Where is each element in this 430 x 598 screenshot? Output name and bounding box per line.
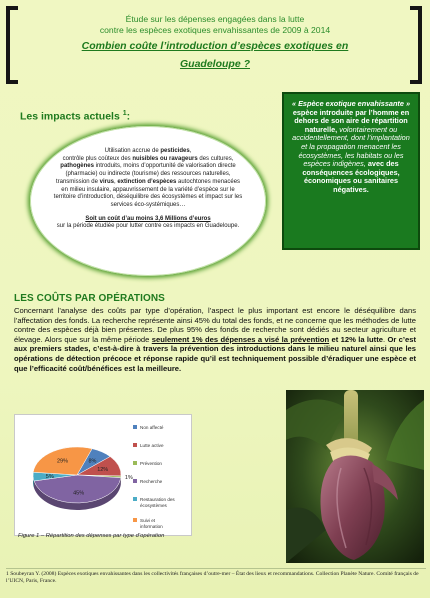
legend-swatch-recherche — [133, 479, 137, 483]
legend-label-restauration-des-ecosystemes-2: écosystèmes — [140, 503, 167, 508]
pie-data-label-non-affecte: 8% — [88, 458, 97, 465]
subtitle-line-2: contre les espèces exotiques envahissantes de 2009 à 2014 — [99, 24, 331, 35]
legend-label-non-affecte: Non affecté — [140, 425, 164, 430]
legend-swatch-lutte-active — [133, 443, 137, 447]
legend-swatch-prevention — [133, 461, 137, 465]
page-title-line-2: Guadeloupe ? — [179, 58, 250, 70]
banana-flower-photo — [286, 390, 424, 563]
definition-text: espèce introduite par l’homme en dehors de son aire de répartition naturelle, volontairement ou accidentellement, dont l’implantation et la propagation menacent les écosystèmes, les habitats ou les espèces indigènes, avec des conséquences écologiques, économiques ou sanitaires négatives. — [292, 107, 410, 194]
legend-swatch-non-affecte — [133, 425, 137, 429]
impacts-cost-block — [52, 216, 244, 231]
page-header — [24, 14, 406, 71]
legend-label-suivi-et-information: Suivi et — [140, 518, 156, 523]
definition-term: « Espèce exotique envahissante » — [291, 99, 411, 108]
figure-caption: Figure 1 – Répartition des dépenses par type d’opération — [18, 533, 165, 539]
footnote: 1 Soubeyran Y. (2008) Espèces exotiques envahissantes dans les collectivités françaises d’outre-mer – État des lieux et recommandations. Collection Planète Nature. Comité français de l’UICN, Paris, France. — [6, 571, 419, 584]
impacts-cost-underlined: Soit un coût d’au moins 3,6 Millions d’euros — [85, 215, 211, 222]
impacts-heading — [20, 110, 130, 123]
page-title-line-1: Combien coûte l’introduction d’espèces exotiques en — [81, 40, 349, 52]
legend-swatch-suivi-et-information — [133, 518, 137, 522]
banana-flower-image — [286, 390, 424, 563]
costs-paragraph: Concernant l’analyse des coûts par type d’opération, l’aspect le plus important est encore le déséquilibre dans l’affectation des fonds. La recherche représente ainsi 45% du total des fonds, et ne concerne que les méthodes de lutte contre des espèces déjà bien présentes. De plus 95% des fonds de recherche sont dédiés au secteur agriculture et élevage. Alors que sur la même période seulement 1% des dépenses a visé la prévention et 12% la lutte. Or c’est aux premiers stades, c’est-à-dire à travers la prévention des introductions dans le milieu naturel ainsi que les opérations de détection précoce et réponse rapide qu’il est techniquement possible d’éradiquer une espèce et que l’efficacité coût/bénéfices est la meilleure. — [14, 306, 416, 373]
definition-box — [282, 92, 420, 250]
legend-label-prevention: Prévention — [140, 461, 162, 466]
left-bracket-decoration — [6, 6, 18, 84]
legend-swatch-restauration-des-ecosystemes — [133, 497, 137, 501]
pie-data-label-restauration-des-ecosystemes: 5% — [45, 474, 54, 481]
pie-data-label-recherche: 45% — [73, 490, 85, 497]
pie-data-label-lutte-active: 12% — [97, 467, 109, 474]
pie-chart-box — [14, 414, 192, 536]
impacts-heading-text: Les impacts actuels — [20, 110, 120, 123]
impacts-heading-colon: : — [126, 110, 131, 123]
pie-data-label-suivi-et-information: 29% — [56, 458, 68, 465]
pie-chart — [15, 415, 191, 535]
legend-label-suivi-et-information-2: information — [140, 524, 163, 529]
right-bracket-decoration — [410, 6, 422, 84]
impacts-cost-rest: sur la période étudiée pour lutter contre ces impacts en Guadeloupe. — [56, 223, 240, 230]
legend-label-recherche: Recherche — [140, 479, 163, 484]
costs-heading: LES COÛTS PAR OPÉRATIONS — [14, 293, 165, 304]
legend-label-restauration-des-ecosystemes: Restauration des — [140, 497, 175, 502]
footnote-ref: 1 — [122, 110, 127, 117]
legend-label-lutte-active: Lutte active — [140, 443, 164, 448]
footnote-rule — [6, 568, 426, 569]
subtitle-line-1: Étude sur les dépenses engagées dans la lutte — [125, 14, 305, 24]
pie-data-label-prevention: 1% — [124, 475, 133, 482]
impacts-paragraph: Utilisation accrue de pesticides, contrôle plus coûteux des nuisibles ou ravageurs des cultures, pathogènes introduits, moins d’opportunité de valorisation directe (pharmacie) ou indirecte (tourisme) des ressources naturelles, transmission de virus, extinction d’espèces autochtones menacées en milieu insulaire, appauvrissement de la variété d’espèce sur le territoire d’introduction, déséquilibre des écosystèmes et impact sur les services éco-systémiques… — [53, 148, 243, 208]
impacts-oval-text — [52, 148, 244, 231]
